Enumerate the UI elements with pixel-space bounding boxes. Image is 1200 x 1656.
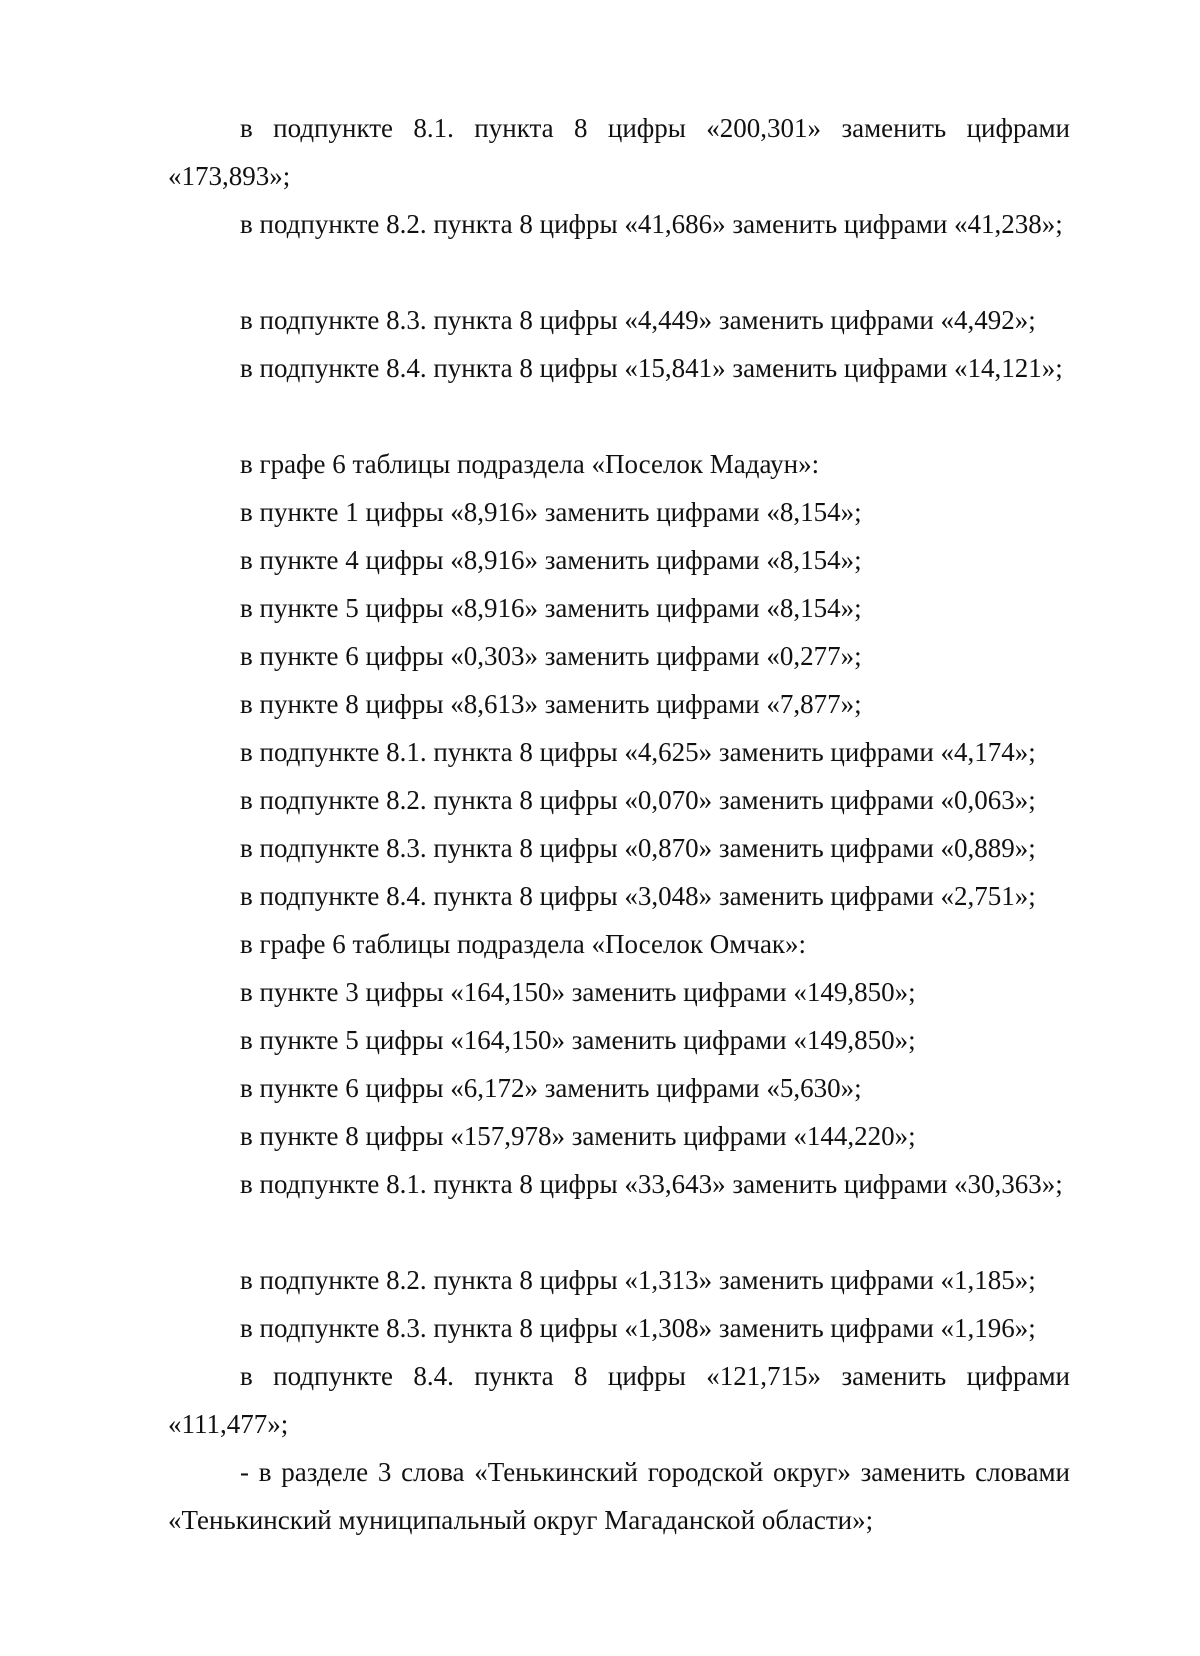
paragraph: в подпункте 8.4. пункта 8 цифры «121,715» заменить цифрами «111,477»;: [168, 1361, 1070, 1439]
paragraph: в пункте 5 цифры «164,150» заменить цифрами «149,850»;: [240, 1025, 916, 1055]
paragraph: в подпункте 8.1. пункта 8 цифры «200,301» заменить цифрами «173,893»;: [168, 113, 1070, 191]
paragraph: в подпункте 8.2. пункта 8 цифры «41,686» заменить цифрами «41,238»;: [240, 209, 1063, 239]
paragraph: в подпункте 8.3. пункта 8 цифры «1,308» заменить цифрами «1,196»;: [240, 1313, 1036, 1343]
paragraph: в пункте 6 цифры «6,172» заменить цифрами «5,630»;: [240, 1073, 862, 1103]
paragraph: в подпункте 8.3. пункта 8 цифры «4,449» заменить цифрами «4,492»;: [240, 305, 1036, 335]
paragraph: в подпункте 8.2. пункта 8 цифры «1,313» заменить цифрами «1,185»;: [240, 1265, 1036, 1295]
section-heading-omchak: в графе 6 таблицы подраздела «Поселок Омчак»:: [240, 929, 807, 959]
paragraph: в подпункте 8.2. пункта 8 цифры «0,070» заменить цифрами «0,063»;: [240, 785, 1036, 815]
paragraph: в пункте 6 цифры «0,303» заменить цифрами «0,277»;: [240, 641, 862, 671]
paragraph: в пункте 4 цифры «8,916» заменить цифрами «8,154»;: [240, 545, 862, 575]
paragraph: в подпункте 8.1. пункта 8 цифры «33,643» заменить цифрами «30,363»;: [240, 1169, 1063, 1199]
section-heading-madaun: в графе 6 таблицы подраздела «Поселок Мадаун»:: [240, 449, 820, 479]
paragraph: в пункте 1 цифры «8,916» заменить цифрами «8,154»;: [240, 497, 862, 527]
paragraph: в пункте 5 цифры «8,916» заменить цифрами «8,154»;: [240, 593, 862, 623]
paragraph: в подпункте 8.1. пункта 8 цифры «4,625» заменить цифрами «4,174»;: [240, 737, 1036, 767]
paragraph: в подпункте 8.4. пункта 8 цифры «15,841» заменить цифрами «14,121»;: [240, 353, 1063, 383]
paragraph: - в разделе 3 слова «Тенькинский городской округ» заменить словами «Тенькинский муниципальный округ Магаданской области»;: [168, 1457, 1070, 1535]
paragraph: в пункте 3 цифры «164,150» заменить цифрами «149,850»;: [240, 977, 916, 1007]
paragraph: в подпункте 8.4. пункта 8 цифры «3,048» заменить цифрами «2,751»;: [240, 881, 1036, 911]
paragraph: в подпункте 8.3. пункта 8 цифры «0,870» заменить цифрами «0,889»;: [240, 833, 1036, 863]
paragraph: в пункте 8 цифры «8,613» заменить цифрами «7,877»;: [240, 689, 862, 719]
paragraph: в пункте 8 цифры «157,978» заменить цифрами «144,220»;: [240, 1121, 916, 1151]
document-body: [168, 104, 1070, 1544]
